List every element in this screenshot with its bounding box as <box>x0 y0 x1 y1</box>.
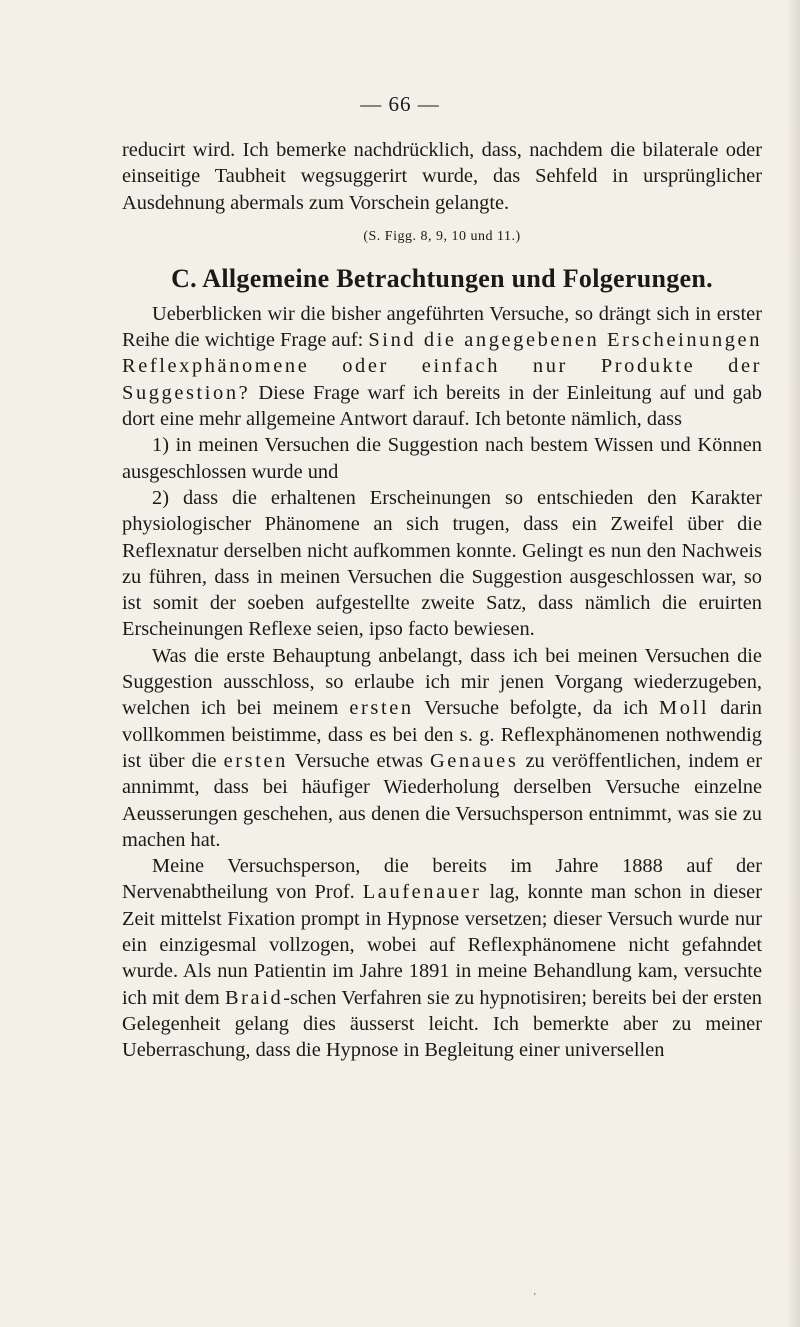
paragraph-subject <box>122 853 762 1063</box>
page-number: — 66 — <box>360 92 440 116</box>
author-name: Laufenauer <box>362 881 482 904</box>
paragraph-text: Versuche etwas <box>287 749 430 772</box>
spaced-question: Sind die angegebenen Erscheinungen Reflexphänomene oder einfach nur Produkte der Suggestion? <box>122 329 762 404</box>
paragraph-text: Ueberblicken wir die bisher angeführten Versuche, so drängt sich in erster Reihe die wichtige Frage auf: <box>122 302 762 352</box>
spaced-word: ersten <box>223 749 288 772</box>
spaced-word: ersten <box>349 697 414 720</box>
numbered-point-2: 2) dass die erhaltenen Erscheinungen so entschieden den Karakter physiologischer Phänomene an sich trugen, dass ein Zweifel über die Reflexnatur derselben nicht aufkommen konnte. Gelingt es nun den Nachweis zu führen, dass in meinen Versuchen die Suggestion ausgeschlossen war, so ist somit der soeben aufgestellte zweite Satz, dass nämlich die eruirten Erscheinungen Reflexe seien, ipso facto bewiesen. <box>122 486 762 641</box>
paragraph-first-claim <box>122 643 762 853</box>
paragraph-text: lag, konnte man schon in dieser Zeit mittelst Fixation prompt in Hypnose versetzen; dieser Versuch wurde nur ein einzigesmal vollzogen, wobei auf Reflexphänomene nicht gefahndet wurde. Als nun Patientin im Jahre 1891 in meine Behandlung kam, versuchte ich mit dem <box>122 881 762 1009</box>
page-edge-shadow <box>786 0 800 1327</box>
intro-paragraph: reducirt wird. Ich bemerke nachdrücklich, dass, nachdem die bilaterale oder einseitige Taubheit wegsuggerirt wurde, das Sehfeld in ursprünglicher Ausdehnung abermals zum Vorschein gelangte. <box>122 139 762 214</box>
paragraph-text: Was die erste Behauptung anbelangt, dass ich bei meinen Versuchen die Suggestion ausschloss, so erlaube ich mir jenen Vorgang wiederzugeben, welchen ich bei meinem <box>122 644 762 720</box>
author-name: Braid <box>224 986 284 1009</box>
paragraph-text: darin vollkommen beistimme, dass es bei den s. g. Reflexphänomenen nothwendig ist über die <box>122 697 762 772</box>
spaced-word: Genaues <box>429 749 519 772</box>
figure-reference: (S. Figg. 8, 9, 10 und 11.) <box>363 228 521 244</box>
numbered-point-1: 1) in meinen Versuchen die Suggestion nach bestem Wissen und Können ausgeschlossen wurde und <box>122 434 762 483</box>
paragraph-text: -schen Verfahren sie zu hypnotisiren; bereits bei der ersten Gelegenheit gelang dies äusserst leicht. Ich bemerkte aber zu meiner Ueberraschung, dass die Hypnose in Begleitung einer universellen <box>122 986 762 1062</box>
page-body <box>122 137 762 1064</box>
paragraph-text: Versuche befolgte, da ich <box>413 697 660 720</box>
paragraph-text: Diese Frage warf ich bereits in der Einleitung auf und gab dort eine mehr allgemeine Antwort darauf. Ich betonte nämlich, dass <box>122 381 762 431</box>
paragraph-text: zu veröffentlichen, indem er annimmt, dass bei häufiger Wiederholung derselben Versuche einzelne Aeusserungen geschehen, aus denen die Versuchsperson entnimmt, was sie zu machen hat. <box>122 749 763 851</box>
paragraph-overview <box>122 301 762 432</box>
author-name: Moll <box>659 697 710 720</box>
stray-mark: ' <box>534 1292 536 1303</box>
paragraph-text: Meine Versuchsperson, die bereits im Jahre 1888 auf der Nervenabtheilung von Prof. <box>122 855 762 904</box>
section-title: C. Allgemeine Betrachtungen und Folgerungen. <box>171 263 713 293</box>
